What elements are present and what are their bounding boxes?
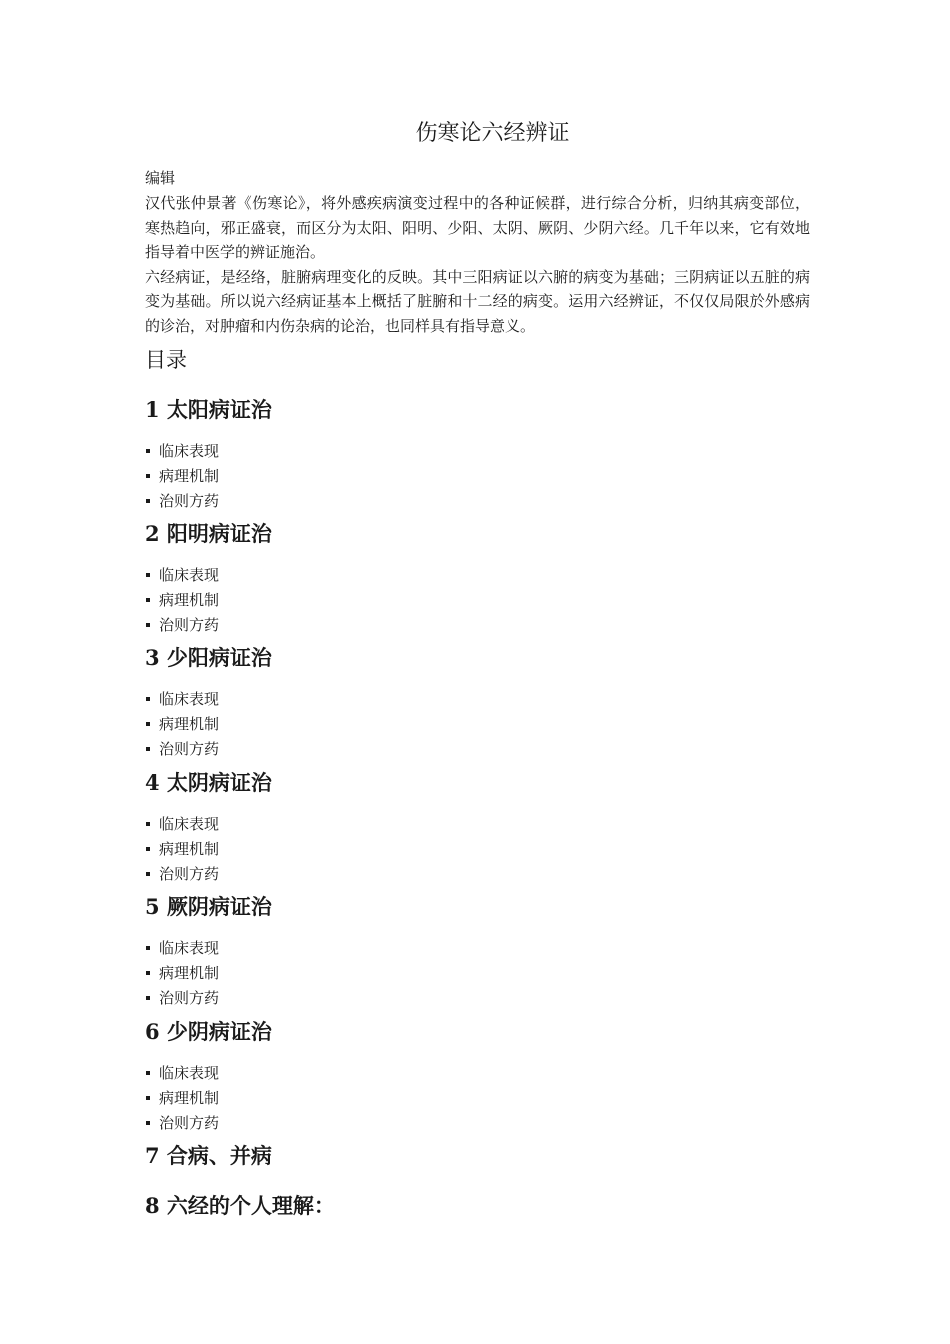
- bullet-icon: [146, 623, 150, 627]
- bullet-icon: [146, 971, 150, 975]
- toc-title: 目录: [145, 348, 187, 372]
- toc-sub-item-label: 病理机制: [159, 963, 220, 982]
- toc-sub-item-label: 临床表现: [159, 939, 220, 957]
- toc-sub-item[interactable]: [145, 687, 219, 712]
- toc-section-heading[interactable]: 3 少阳病证治: [145, 645, 272, 670]
- toc-section: [145, 1191, 810, 1221]
- toc-section-heading[interactable]: 8 六经的个人理解：: [145, 1193, 335, 1218]
- toc-sub-list: [145, 936, 219, 1010]
- toc-sub-item-label: 临床表现: [159, 1064, 220, 1082]
- toc-sub-item-label: 病理机制: [159, 590, 220, 609]
- toc-sub-item[interactable]: [145, 1061, 219, 1086]
- intro-paragraph: 汉代张仲景著《伤寒论》，将外感疾病演变过程中的各种证候群，进行综合分析，归纳其病变部位，寒热趋向，邪正盛衰，而区分为太阳、阳明、少阳、太阴、厥阴、少阴六经。几千年以来，它有效地指导着中医学的辨证施治。: [145, 194, 810, 261]
- toc-sub-item-label: 治则方药: [159, 739, 220, 758]
- toc-section: [145, 1141, 810, 1171]
- bullet-icon: [146, 722, 150, 726]
- bullet-icon: [146, 847, 150, 851]
- toc-sub-item-label: 治则方药: [159, 988, 220, 1007]
- document-title: 伤寒论六经辨证: [415, 121, 570, 146]
- bullet-icon: [146, 598, 150, 602]
- toc-section: [145, 519, 810, 634]
- bullet-icon: [146, 1071, 150, 1075]
- bullet-icon: [146, 573, 150, 577]
- toc-sub-item-label: 治则方药: [159, 615, 220, 634]
- toc-section-heading[interactable]: 5 厥阴病证治: [145, 894, 272, 919]
- toc-sub-item[interactable]: [145, 464, 219, 489]
- toc-sub-item[interactable]: [145, 961, 219, 986]
- toc-sub-item-label: 临床表现: [159, 442, 220, 460]
- toc-sub-item[interactable]: [145, 712, 219, 737]
- toc-sub-item[interactable]: [145, 613, 219, 638]
- toc-sub-item[interactable]: [145, 737, 219, 762]
- toc-sub-item[interactable]: [145, 489, 219, 514]
- toc-sub-item[interactable]: [145, 812, 219, 837]
- bullet-icon: [146, 1096, 150, 1100]
- bullet-icon: [146, 474, 150, 478]
- toc-sub-item-label: 治则方药: [159, 491, 220, 510]
- bullet-icon: [146, 1121, 150, 1125]
- toc-section-heading[interactable]: 7 合病、并病: [145, 1143, 272, 1168]
- toc-section-heading[interactable]: 1 太阳病证治: [145, 397, 272, 422]
- toc-sub-item-label: 临床表现: [159, 690, 220, 708]
- toc-sub-list: [145, 1061, 219, 1135]
- bullet-icon: [146, 822, 150, 826]
- toc-sub-item[interactable]: [145, 1086, 219, 1111]
- toc-sub-item[interactable]: [145, 1111, 219, 1136]
- toc-sub-item[interactable]: [145, 563, 219, 588]
- toc-sub-item-label: 病理机制: [159, 714, 220, 733]
- toc-section: [145, 395, 810, 510]
- toc-sub-item-label: 治则方药: [159, 1113, 220, 1132]
- bullet-icon: [146, 872, 150, 876]
- edit-link[interactable]: 编辑: [145, 169, 176, 187]
- toc-sub-item[interactable]: [145, 588, 219, 613]
- intro-paragraph: 六经病证，是经络，脏腑病理变化的反映。其中三阳病证以六腑的病变为基础；三阴病证以五脏的病变为基础。所以说六经病证基本上概括了脏腑和十二经的病变。运用六经辨证，不仅仅局限於外感病的诊治，对肿瘤和内伤杂病的论治，也同样具有指导意义。: [145, 267, 810, 335]
- toc-sub-item-label: 临床表现: [159, 566, 220, 584]
- bullet-icon: [146, 697, 150, 701]
- toc-section-heading[interactable]: 2 阳明病证治: [145, 521, 272, 546]
- bullet-icon: [146, 996, 150, 1000]
- toc-sub-list: [145, 687, 219, 761]
- toc-section: [145, 1017, 810, 1132]
- bullet-icon: [146, 449, 150, 453]
- toc-sub-item-label: 病理机制: [159, 1088, 220, 1107]
- toc-section: [145, 768, 810, 883]
- toc-sub-item[interactable]: [145, 439, 219, 464]
- toc-sub-item[interactable]: [145, 936, 219, 961]
- toc-sub-item-label: 治则方药: [159, 864, 220, 883]
- toc-sub-item-label: 病理机制: [159, 839, 220, 858]
- bullet-icon: [146, 747, 150, 751]
- bullet-icon: [146, 499, 150, 503]
- toc-section: [145, 892, 810, 1007]
- toc-sub-list: [145, 439, 219, 513]
- toc-sub-item[interactable]: [145, 862, 219, 887]
- toc-sub-item[interactable]: [145, 837, 219, 862]
- toc-section-heading[interactable]: 4 太阴病证治: [145, 770, 272, 795]
- toc-sub-list: [145, 563, 219, 637]
- toc-section: [145, 643, 810, 758]
- toc-sub-item-label: 临床表现: [159, 815, 220, 833]
- intro-text: [145, 191, 810, 338]
- toc-sub-item[interactable]: [145, 986, 219, 1011]
- toc-sub-list: [145, 812, 219, 886]
- bullet-icon: [146, 946, 150, 950]
- toc-section-heading[interactable]: 6 少阴病证治: [145, 1019, 272, 1044]
- toc-sub-item-label: 病理机制: [159, 466, 220, 485]
